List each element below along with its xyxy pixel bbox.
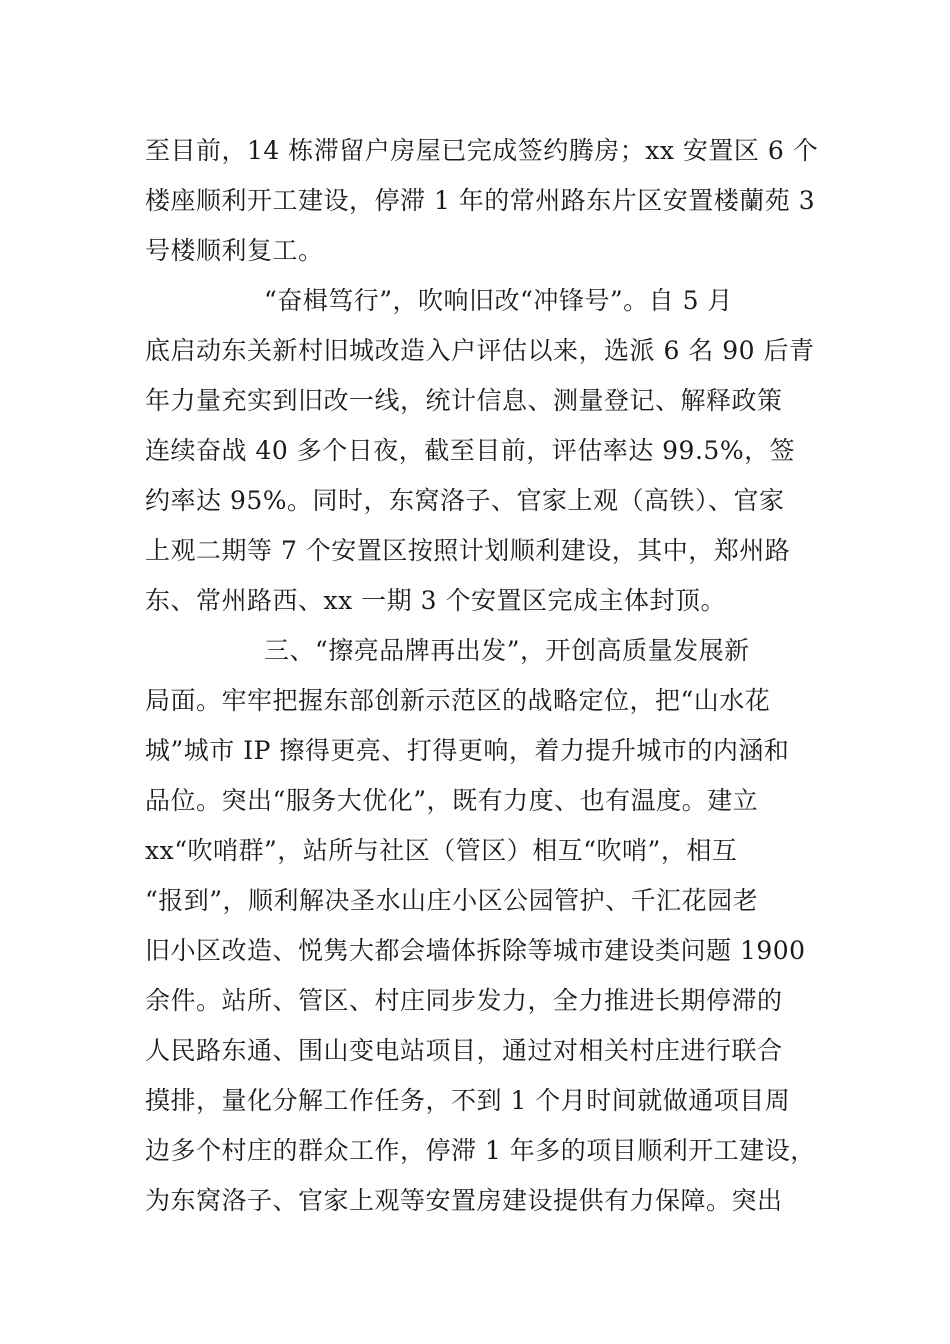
- body-text: [145, 126, 819, 1226]
- text-line: 城”城市 IP 擦得更亮、打得更响，着力提升城市的内涵和: [145, 736, 790, 765]
- text-line: 楼座顺利开工建设，停滞 1 年的常州路东片区安置楼蘭苑 3: [145, 186, 816, 215]
- text-line: xx“吹哨群”，站所与社区（管区）相互“吹哨”，相互: [145, 836, 738, 865]
- text-line: 至目前，14 栋滞留户房屋已完成签约腾房；xx 安置区 6 个: [145, 136, 819, 165]
- text-line: 东、常州路西、xx 一期 3 个安置区完成主体封顶。: [145, 586, 726, 615]
- text-line: 余件。站所、管区、村庄同步发力，全力推进长期停滞的: [145, 986, 783, 1015]
- section-heading-line: 三、“擦亮品牌再出发”，开创高质量发展新: [264, 636, 750, 665]
- text-line: “报到”，顺利解决圣水山庄小区公园管护、千汇花园老: [145, 886, 759, 915]
- text-line: 品位。突出“服务大优化”，既有力度、也有温度。建立: [145, 786, 759, 815]
- text-line: 号楼顺利复工。: [145, 236, 324, 265]
- text-line: 为东窝洛子、官家上观等安置房建设提供有力保障。突出: [145, 1186, 783, 1215]
- paragraph-start-line: “奋楫笃行”，吹响旧改“冲锋号”。自 5 月: [264, 286, 733, 315]
- text-line: 局面。牢牢把握东部创新示范区的战略定位，把“山水花: [145, 686, 771, 715]
- text-line: 连续奋战 40 多个日夜，截至目前，评估率达 99.5%，签: [145, 436, 796, 465]
- text-line: 底启动东关新村旧城改造入户评估以来，选派 6 名 90 后青: [145, 336, 815, 365]
- text-line: 边多个村庄的群众工作，停滞 1 年多的项目顺利开工建设，: [145, 1136, 816, 1165]
- text-line: 摸排，量化分解工作任务，不到 1 个月时间就做通项目周: [145, 1086, 791, 1115]
- text-line: 旧小区改造、悦隽大都会墙体拆除等城市建设类问题 1900: [145, 936, 806, 965]
- text-line: 年力量充实到旧改一线，统计信息、测量登记、解释政策: [145, 386, 783, 415]
- text-line: 约率达 95%。同时，东窝洛子、官家上观（高铁）、官家: [145, 486, 785, 515]
- text-line: 人民路东通、围山变电站项目，通过对相关村庄进行联合: [145, 1036, 783, 1065]
- text-line: 上观二期等 7 个安置区按照计划顺利建设，其中，郑州路: [145, 536, 791, 565]
